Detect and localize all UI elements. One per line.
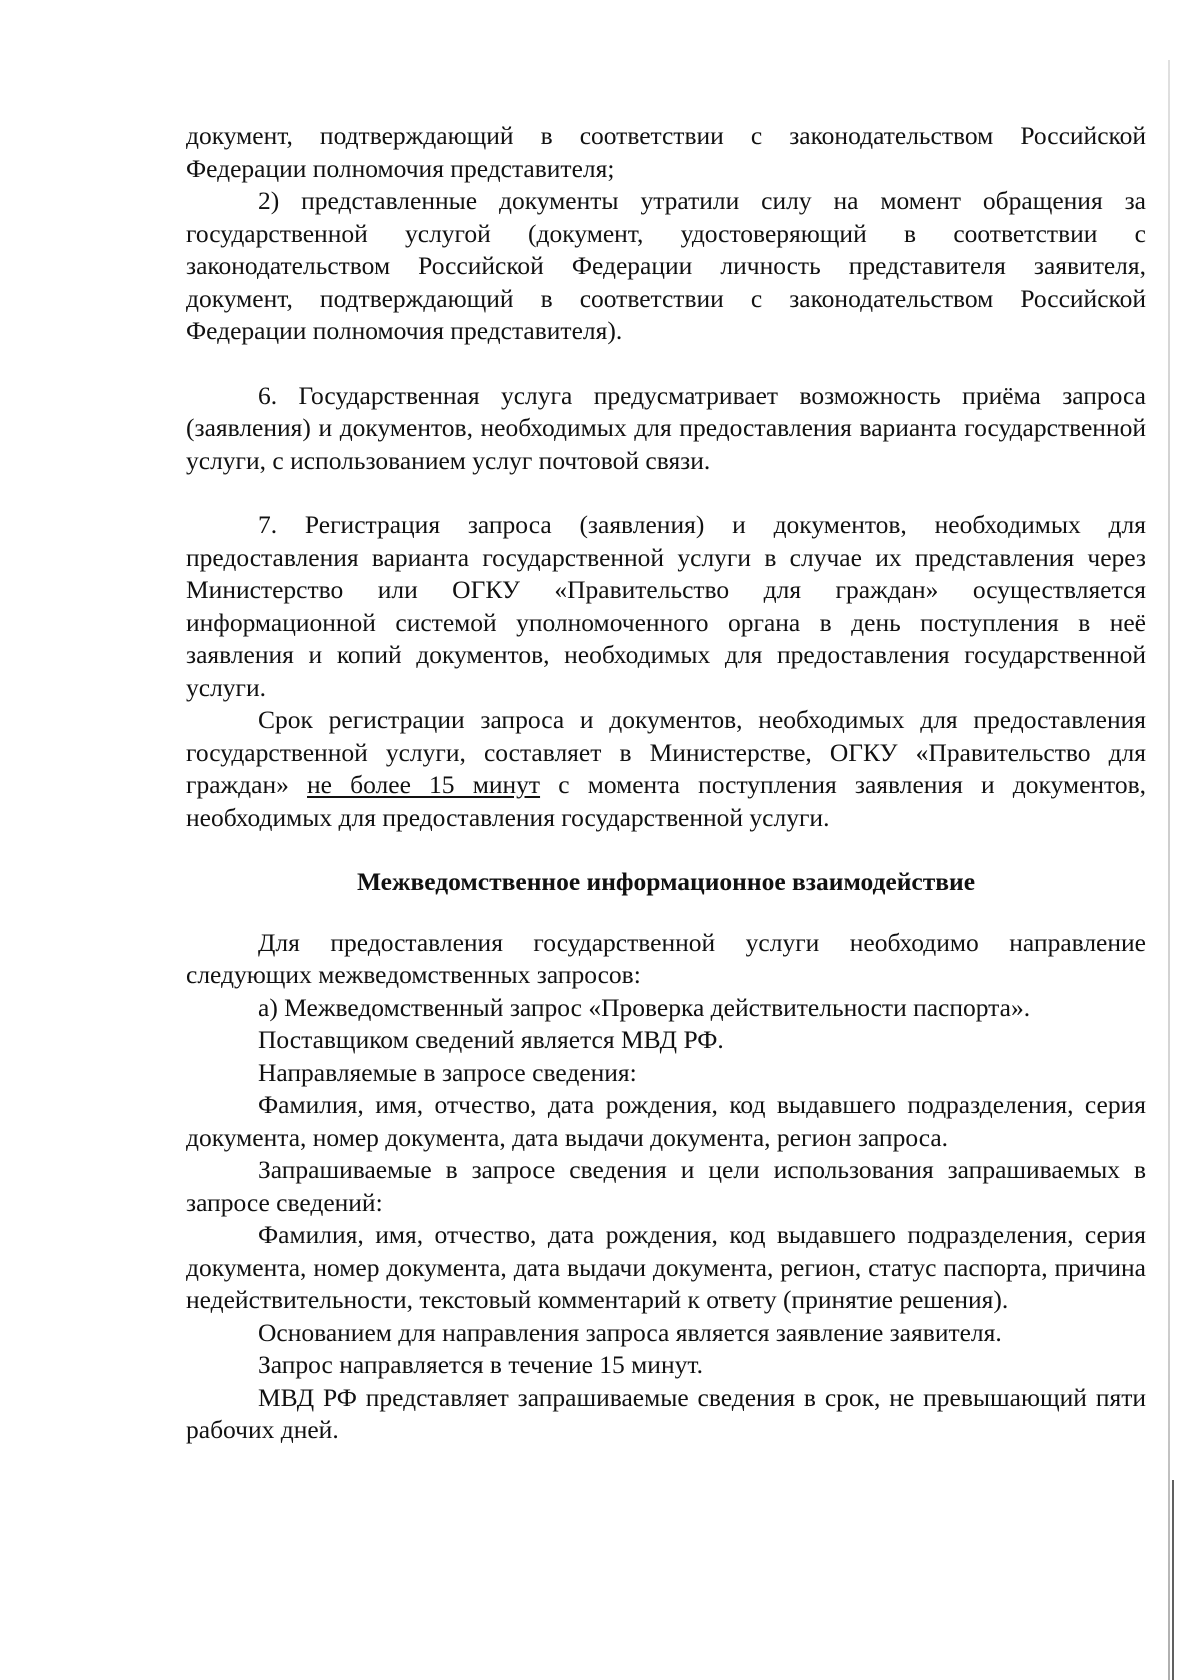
scan-edge-dark-line bbox=[1172, 1480, 1174, 1680]
spacer bbox=[186, 899, 1146, 927]
paragraph-data-provider: Поставщиком сведений является МВД РФ. bbox=[258, 1025, 724, 1054]
paragraph-item-7-registration: 7. Регистрация запроса (заявления) и документов, необходимых для предоставления варианта государственной услуги в случае их представления через Министерство или ОГКУ «Правительство для граждан» осуществляется информационной системой уполномоченного органа в день поступления в неё заявления и копий документов, необходимых для предоставления государственной услуги. bbox=[186, 510, 1146, 702]
registration-term-text-before: Срок регистрации запроса и документов, необходимых для предоставления государственной услуги, составляет в Министерстве, ОГКУ «Правительство для граждан» bbox=[186, 705, 1146, 799]
paragraph-registration-term bbox=[186, 704, 1146, 834]
registration-term-underlined: не более 15 минут bbox=[307, 770, 541, 799]
spacer bbox=[186, 477, 1146, 509]
document-body bbox=[186, 120, 1146, 1447]
paragraph-request-timing: Запрос направляется в течение 15 минут. bbox=[258, 1350, 703, 1379]
paragraph-response-deadline: МВД РФ представляет запрашиваемые сведения в срок, не превышающий пяти рабочих дней. bbox=[186, 1382, 1146, 1444]
scan-edge-line bbox=[1168, 60, 1170, 1680]
spacer bbox=[186, 834, 1146, 866]
paragraph-interagency-requests-intro: Для предоставления государственной услуги необходимо направление следующих межведомственных запросов: bbox=[186, 927, 1146, 989]
paragraph-passport-check-request: а) Межведомственный запрос «Проверка действительности паспорта». bbox=[258, 992, 1031, 1022]
paragraph-requested-data-label: Запрашиваемые в запросе сведения и цели использования запрашиваемых в запросе сведений: bbox=[186, 1155, 1146, 1217]
paragraph-sent-data-label: Направляемые в запросе сведения: bbox=[258, 1057, 637, 1087]
paragraph-item-2-expired-documents: 2) представленные документы утратили силу на момент обращения за государственной услугой (документ, удостоверяющий в соответствии с законодательством Российской Федерации личность представителя заявителя, документ, подтверждающий в соответствии с законодательством Российской Федерации полномочия представителя). bbox=[186, 186, 1146, 345]
spacer bbox=[186, 348, 1146, 380]
section-heading: Межведомственное информационное взаимодействие bbox=[356, 867, 976, 896]
paragraph-sent-data-list: Фамилия, имя, отчество, дата рождения, код выдавшего подразделения, серия документа, номер документа, дата выдачи документа, регион запроса. bbox=[186, 1090, 1146, 1152]
registration-term-text-after: с момента поступления заявления и документов, необходимых для предоставления государственной услуги. bbox=[186, 770, 1147, 832]
paragraph-requested-data-list: Фамилия, имя, отчество, дата рождения, код выдавшего подразделения, серия документа, номер документа, дата выдачи документа, регион, статус паспорта, причина недействительности, текстовый комментарий к ответу (принятие решения). bbox=[186, 1220, 1146, 1314]
paragraph-request-basis: Основанием для направления запроса является заявление заявителя. bbox=[258, 1317, 1002, 1347]
paragraph-item-6-postal-service: 6. Государственная услуга предусматривает возможность приёма запроса (заявления) и документов, необходимых для предоставления варианта государственной услуги, с использованием услуг почтовой связи. bbox=[186, 380, 1146, 475]
paragraph-representative-authority: документ, подтверждающий в соответствии с законодательством Российской Федерации полномочия представителя; bbox=[186, 121, 1146, 183]
